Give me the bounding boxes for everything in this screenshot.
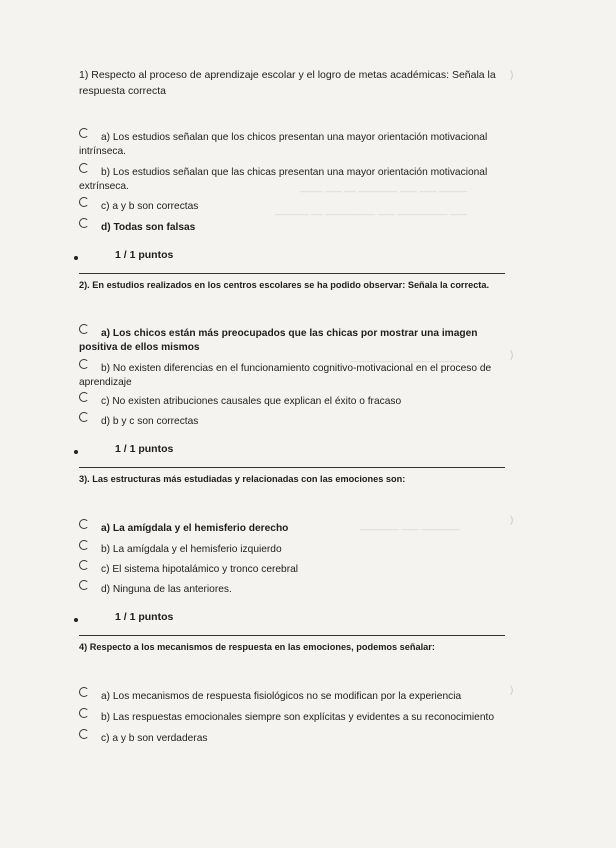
question-4-option-b[interactable]: b) Las respuestas emocionales siempre son explícitas y evidentes a su reconocimiento [79, 711, 509, 725]
show-through-text: _______ ___ _______ [360, 520, 461, 531]
show-through-text: __________ _ ________ [350, 352, 462, 363]
question-3-option-a[interactable]: a) La amígdala y el hemisferio derecho [79, 522, 509, 536]
divider [79, 467, 505, 468]
question-3-option-d[interactable]: d) Ninguna de las anteriores. [79, 583, 509, 597]
radio-button-icon[interactable] [79, 218, 89, 228]
question-2-option-c[interactable]: c) No existen atribuciones causales que explican el éxito o fracaso [79, 395, 509, 409]
radio-button-icon[interactable] [79, 412, 89, 422]
radio-button-icon[interactable] [79, 687, 89, 697]
show-through-mark: ) [510, 515, 514, 526]
question-2-option-b[interactable]: b) No existen diferencias en el funcionamiento cognitivo-motivacional en el proceso de aprendizaje [79, 362, 509, 390]
show-through-mark: ) [510, 685, 514, 696]
bullet-icon [74, 618, 78, 622]
radio-button-icon[interactable] [79, 392, 89, 402]
show-through-mark: ) [510, 70, 514, 81]
show-through-mark: ) [510, 350, 514, 361]
radio-button-icon[interactable] [79, 708, 89, 718]
question-3-option-c[interactable]: c) El sistema hipotalámico y tronco cerebral [79, 563, 509, 577]
question-1-option-d[interactable]: d) Todas son falsas [79, 221, 509, 235]
question-3-option-b[interactable]: b) La amígdala y el hemisferio izquierdo [79, 543, 509, 557]
question-4-title: 4) Respecto a los mecanismos de respuesta en las emociones, podemos señalar: [79, 642, 435, 652]
question-1-score: 1 / 1 puntos [115, 249, 174, 261]
question-1-option-a[interactable]: a) Los estudios señalan que los chicos presentan una mayor orientación motivacional intrínseca. [79, 131, 509, 159]
bullet-icon [74, 256, 78, 260]
radio-button-icon[interactable] [79, 359, 89, 369]
radio-button-icon[interactable] [79, 560, 89, 570]
question-1-title: 1) Respecto al proceso de aprendizaje escolar y el logro de metas académicas: Señala la respuesta correcta [79, 69, 496, 97]
radio-button-icon[interactable] [79, 519, 89, 529]
radio-button-icon[interactable] [79, 540, 89, 550]
show-through-text: ___ _________ ___ _________ __ ______ [275, 205, 467, 216]
question-1-option-c[interactable]: c) a y b son correctas [79, 200, 509, 214]
radio-button-icon[interactable] [79, 163, 89, 173]
question-2-score: 1 / 1 puntos [115, 443, 174, 455]
bullet-icon [74, 450, 78, 454]
show-through-text: _____ ___ ___ _______ __ ___ ____ [300, 182, 467, 193]
question-3-score: 1 / 1 puntos [115, 611, 174, 623]
radio-button-icon[interactable] [79, 324, 89, 334]
divider [79, 273, 505, 274]
radio-button-icon[interactable] [79, 128, 89, 138]
divider [79, 635, 505, 636]
radio-button-icon[interactable] [79, 580, 89, 590]
question-1-option-b[interactable]: b) Los estudios señalan que las chicas presentan una mayor orientación motivacional extrínseca. [79, 166, 509, 194]
question-2-title: 2). En estudios realizados en los centros escolares se ha podido observar: Señala la correcta. [79, 280, 490, 290]
radio-button-icon[interactable] [79, 729, 89, 739]
question-4-option-c[interactable]: c) a y b son verdaderas [79, 732, 509, 746]
question-2-option-d[interactable]: d) b y c son correctas [79, 415, 509, 429]
question-3-title: 3). Las estructuras más estudiadas y relacionadas con las emociones son: [79, 474, 406, 484]
question-4-option-a[interactable]: a) Los mecanismos de respuesta fisiológicos no se modifican por la experiencia [79, 690, 509, 704]
question-2-option-a[interactable]: a) Los chicos están más preocupados que las chicas por mostrar una imagen positiva de ellos mismos [79, 327, 509, 355]
radio-button-icon[interactable] [79, 197, 89, 207]
